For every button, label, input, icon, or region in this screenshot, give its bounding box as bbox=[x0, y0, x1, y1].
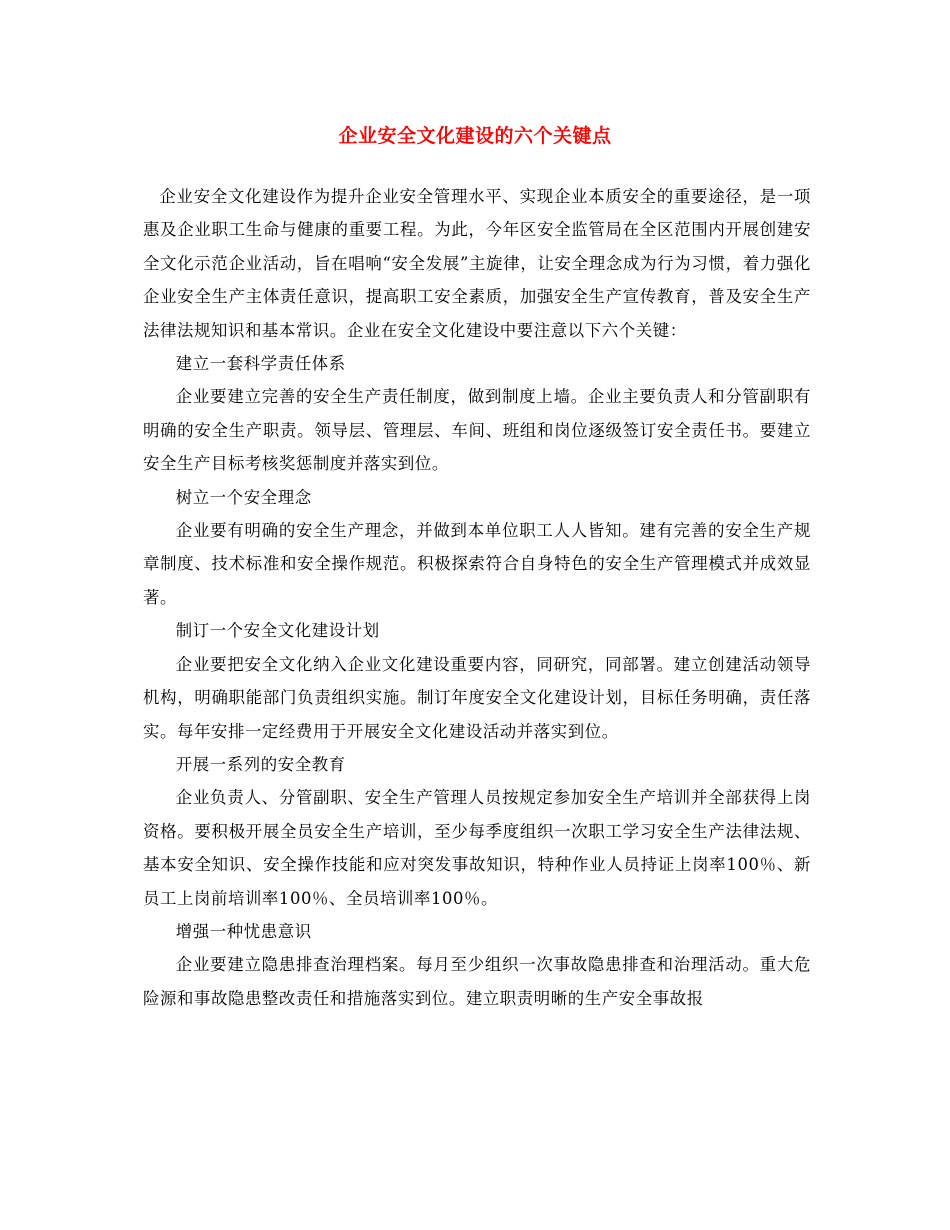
section-heading-safety-education: 开展一系列的安全教育 bbox=[175, 754, 346, 774]
section-body-risk-awareness: 企业要建立隐患排查治理档案。每月至少组织一次事故隐患排查和治理活动。重大危险源和事故隐患整改责任和措施落实到位。建立职责明晰的生产安全事故报 bbox=[143, 955, 811, 1008]
document-body bbox=[143, 180, 811, 1015]
intro-paragraph: 企业安全文化建设作为提升企业安全管理水平、实现企业本质安全的重要途径，是一项惠及企业职工生命与健康的重要工程。为此，今年区安全监管局在全区范围内开展创建安全文化示范企业活动，旨在唱响“安全发展”主旋律，让安全理念成为行为习惯，着力强化企业安全生产主体责任意识，提高职工安全素质，加强安全生产宣传教育，普及安全生产法律法规知识和基本常识。企业在安全文化建设中要注意以下六个关键： bbox=[143, 187, 811, 340]
section-body-safety-concept: 企业要有明确的安全生产理念，并做到本单位职工人人皆知。建有完善的安全生产规章制度、技术标准和安全操作规范。积极探索符合自身特色的安全生产管理模式并成效显著。 bbox=[143, 521, 811, 607]
section-heading-safety-concept: 树立一个安全理念 bbox=[175, 487, 312, 507]
section-body-responsibility-system: 企业要建立完善的安全生产责任制度，做到制度上墙。企业主要负责人和分管副职有明确的安全生产职责。领导层、管理层、车间、班组和岗位逐级签订安全责任书。要建立安全生产目标考核奖惩制度并落实到位。 bbox=[143, 387, 811, 474]
document-title: 企业安全文化建设的六个关键点 bbox=[338, 125, 612, 147]
section-body-culture-plan: 企业要把安全文化纳入企业文化建设重要内容，同研究，同部署。建立创建活动领导机构，明确职能部门负责组织实施。制订年度安全文化建设计划，目标任务明确，责任落实。每年安排一定经费用于开展安全文化建设活动并落实到位。 bbox=[143, 654, 811, 741]
section-heading-culture-plan: 制订一个安全文化建设计划 bbox=[175, 621, 380, 641]
section-heading-responsibility-system: 建立一套科学责任体系 bbox=[175, 354, 346, 374]
section-heading-risk-awareness: 增强一种忧患意识 bbox=[175, 921, 312, 941]
section-body-safety-education: 企业负责人、分管副职、安全生产管理人员按规定参加安全生产培训并全部获得上岗资格。要积极开展全员安全生产培训，至少每季度组织一次职工学习安全生产法律法规、基本安全知识、安全操作技能和应对突发事故知识，特种作业人员持证上岗率100％、新员工上岗前培训率100％、全员培训率100％。 bbox=[143, 788, 811, 908]
